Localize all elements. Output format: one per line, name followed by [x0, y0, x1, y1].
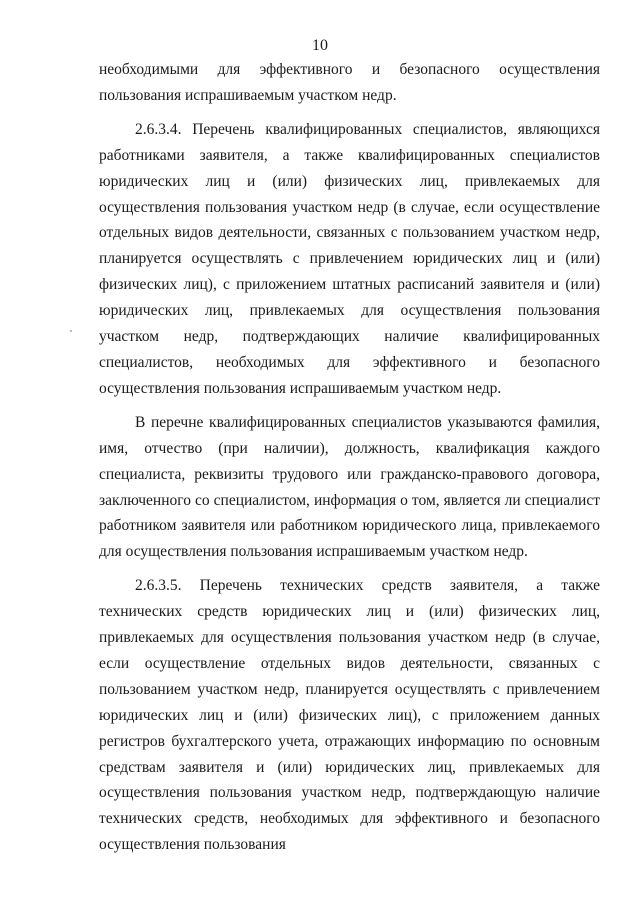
paragraph-2-6-3-4: 2.6.3.4. Перечень квалифицированных специалистов, являющихся работниками заявителя, а также квалифицированных специалистов юридических лиц и (или) физических лиц, привлекаемых для осуществления пользования участком недр (в случае, если осуществление отдельных видов деятельности, связанных с пользованием участком недр, планируется осуществлять с привлечением юридических лиц и (или) физических лиц), с приложением штатных расписаний заявителя и (или) юридических лиц, привлекаемых для осуществления пользования участком недр, подтверждающих наличие квалифицированных специалистов, необходимых для эффективного и безопасного осуществления пользования испрашиваемым участком недр. — [99, 120, 600, 397]
scan-speck — [70, 330, 72, 332]
paragraph-2-6-3-5: 2.6.3.5. Перечень технических средств заявителя, а также технических средств юридических лиц и (или) физических лиц, привлекаемых для осуществления пользования участком недр (в случае, если осуществление отдельных видов деятельности, связанных с пользованием участком недр, планируется осуществлять с привлечением юридических лиц и (или) физических лиц), с приложением данных регистров бухгалтерского учета, отражающих информацию по основным средствам заявителя и (или) юридических лиц, привлекаемых для осуществления пользования участком недр, подтверждающую наличие технических средств, необходимых для эффективного и безопасного осуществления пользования — [99, 577, 600, 854]
paragraph-specialist-list: В перечне квалифицированных специалистов указываются фамилия, имя, отчество (при наличии), должность, квалификация каждого специалиста, реквизиты трудового или гражданско-правового договора, заключенного со специалистом, информация о том, является ли специалист работником заявителя или работником юридического лица, привлекаемого для осуществления пользования испрашиваемым участком недр. — [99, 413, 600, 561]
document-body — [99, 57, 600, 858]
page-number: 10 — [312, 37, 328, 54]
paragraph-continuation: необходимыми для эффективного и безопасного осуществления пользования испрашиваемым участком недр. — [99, 61, 600, 104]
